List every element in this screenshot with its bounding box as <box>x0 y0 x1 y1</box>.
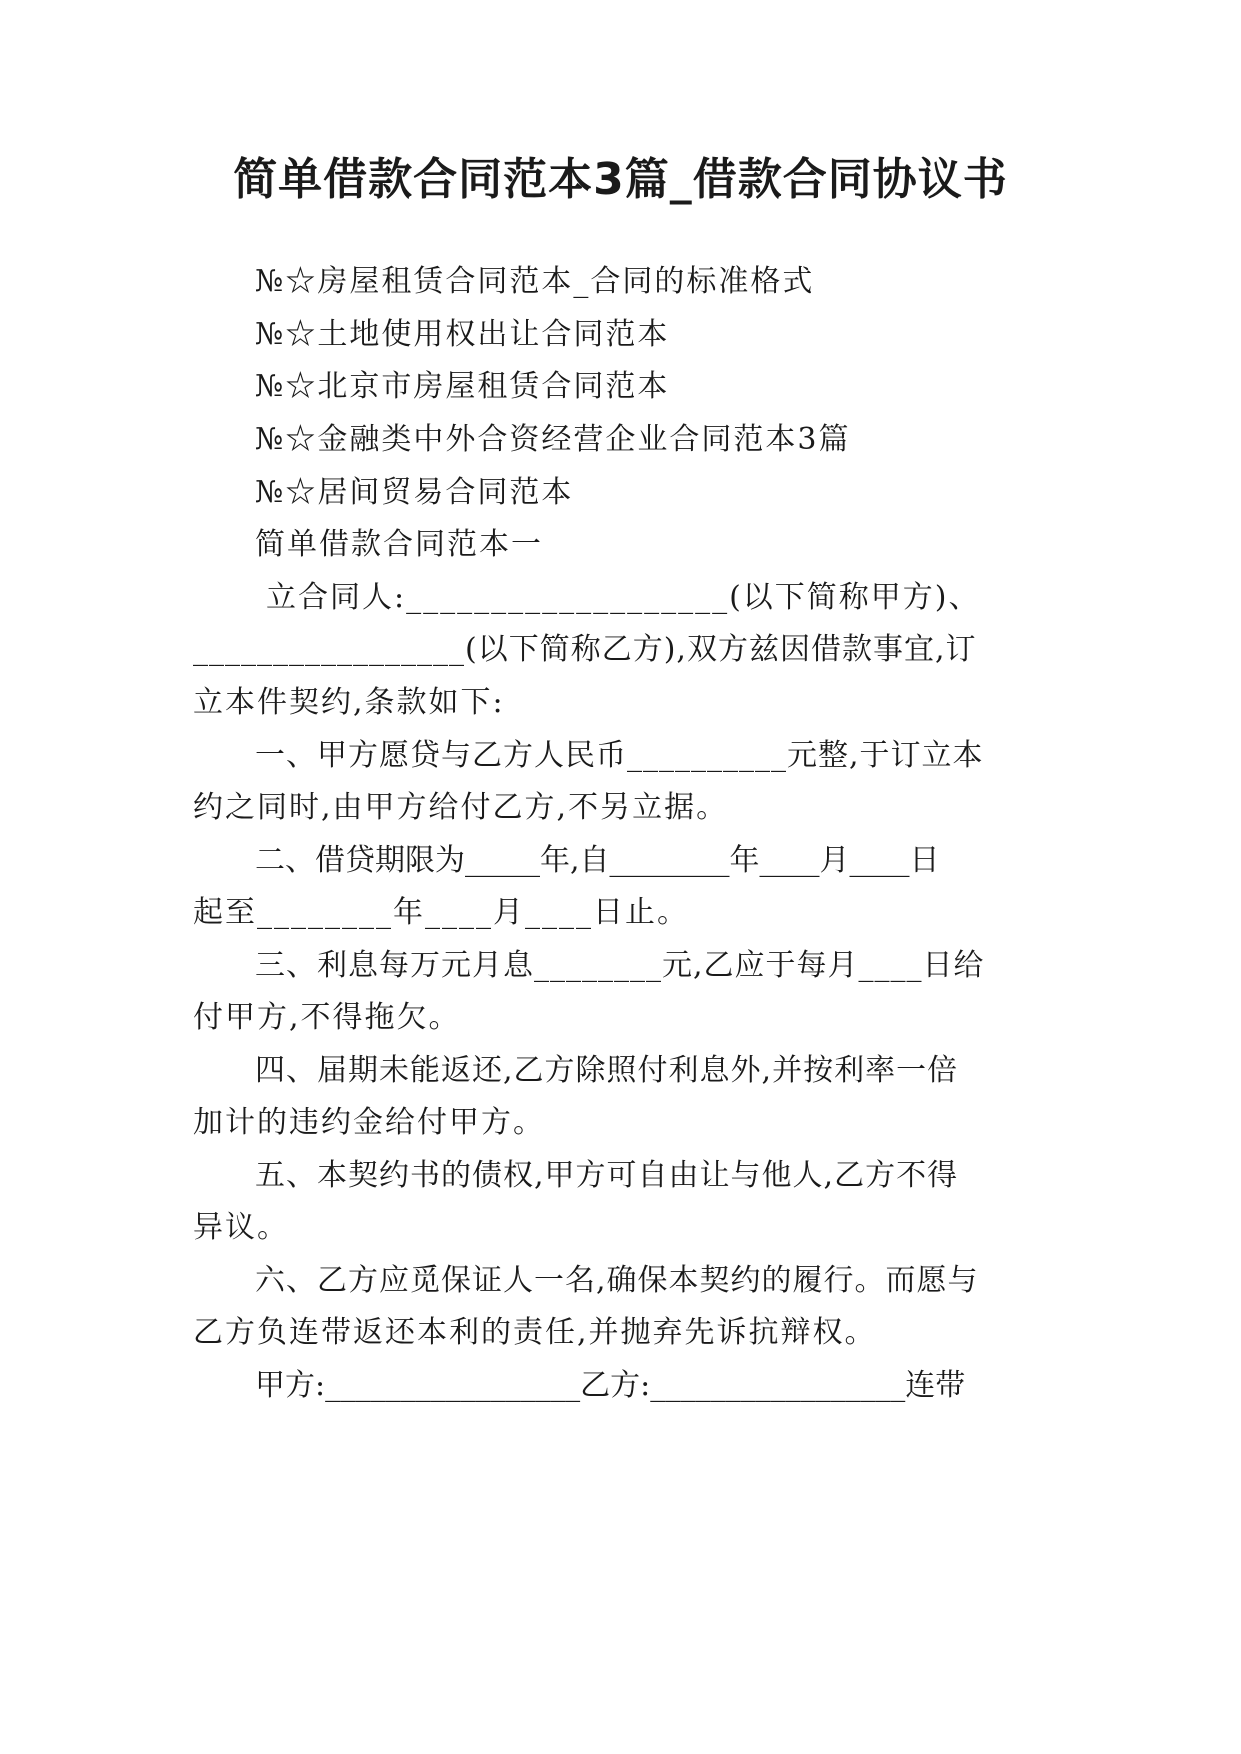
body-line-15: 乙方负连带返还本利的责任,并抛弃先诉抗辩权。 <box>193 1315 877 1350</box>
body-line-7: 起至________年____月____日止。 <box>193 895 689 930</box>
body-line-1: 立合同人:___________________(以下简称甲方)、 <box>266 580 981 615</box>
body-line-10: 四、届期未能返还,乙方除照付利息外,并按利率一倍 <box>255 1053 959 1088</box>
body-line-5: 约之同时,由甲方给付乙方,不另立据。 <box>193 790 729 825</box>
body-line-2: _________________(以下简称乙方),双方兹因借款事宜,订 <box>193 632 977 667</box>
related-link-2[interactable]: №☆土地使用权出让合同范本 <box>255 317 670 352</box>
body-line-9: 付甲方,不得拖欠。 <box>193 1000 461 1035</box>
body-line-13: 异议。 <box>193 1210 289 1245</box>
signature-line: 甲方:_________________乙方:_________________连带 <box>255 1368 966 1403</box>
related-link-4[interactable]: №☆金融类中外合资经营企业合同范本3篇 <box>255 422 851 457</box>
body-line-6: 二、借贷期限为_____年,自________年____月____日 <box>255 843 940 878</box>
section-heading: 简单借款合同范本一 <box>255 527 543 562</box>
body-line-12: 五、本契约书的债权,甲方可自由让与他人,乙方不得 <box>255 1158 959 1193</box>
body-line-14: 六、乙方应觅保证人一名,确保本契约的履行。而愿与 <box>255 1263 979 1298</box>
document-title: 简单借款合同范本3篇_借款合同协议书 <box>233 154 1008 205</box>
body-line-3: 立本件契约,条款如下: <box>193 685 505 720</box>
related-link-5[interactable]: №☆居间贸易合同范本 <box>255 475 574 510</box>
related-link-3[interactable]: №☆北京市房屋租赁合同范本 <box>255 369 670 404</box>
body-line-11: 加计的违约金给付甲方。 <box>193 1105 545 1140</box>
body-line-4: 一、甲方愿贷与乙方人民币__________元整,于订立本 <box>255 738 984 773</box>
body-line-8: 三、利息每万元月息________元,乙应于每月____日给 <box>255 948 985 983</box>
related-link-1[interactable]: №☆房屋租赁合同范本_合同的标准格式 <box>255 264 815 299</box>
